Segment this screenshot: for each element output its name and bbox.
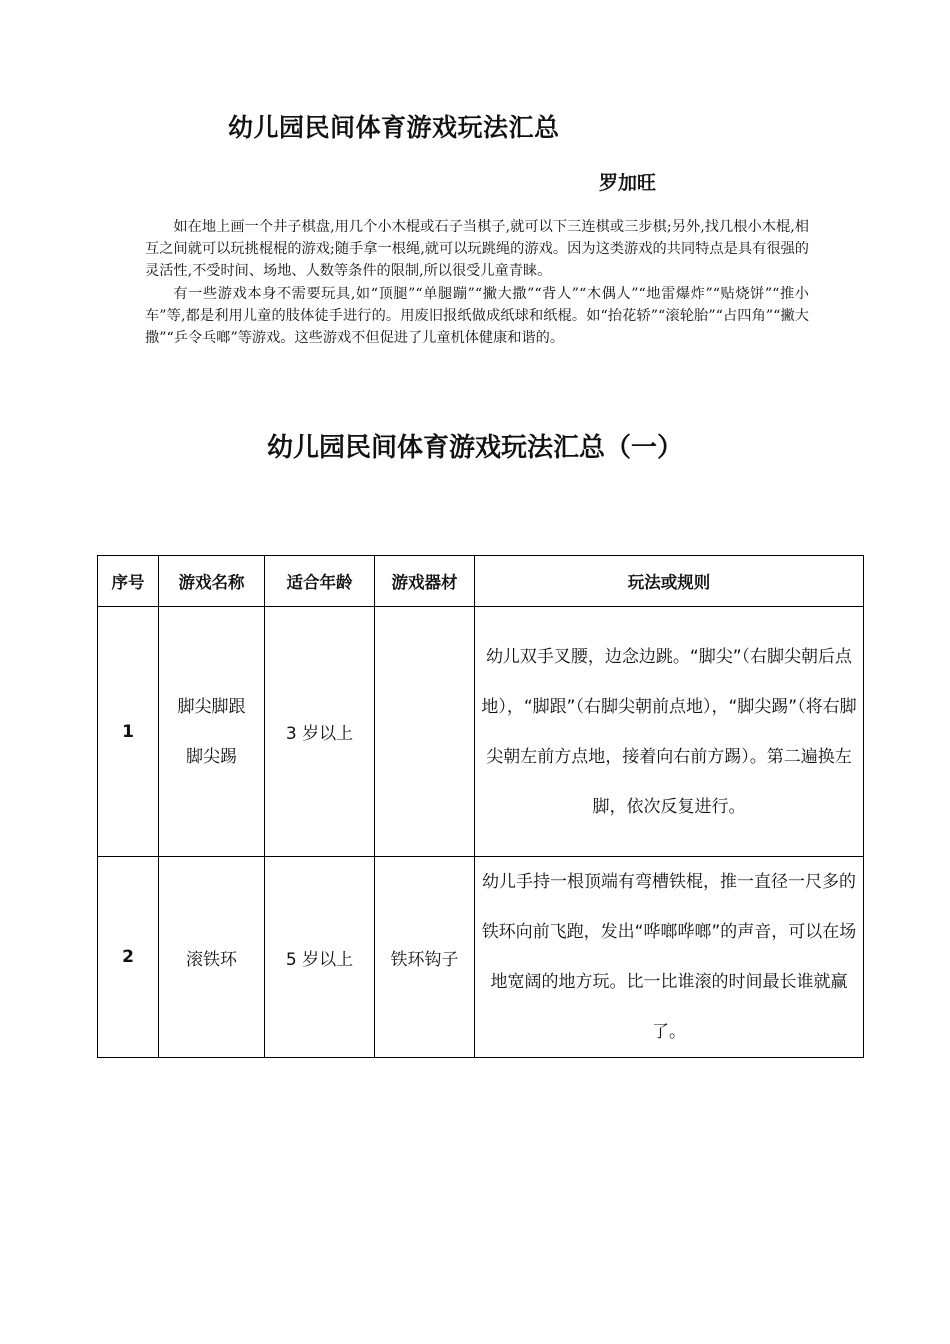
row-num: 1	[98, 607, 159, 857]
section-title: 幼儿园民间体育游戏玩法汇总（一）	[266, 433, 683, 463]
row-game-name	[159, 607, 265, 857]
header-equipment: 游戏器材	[375, 556, 475, 607]
header-num: 序号	[98, 556, 159, 607]
row-age: 3 岁以上	[265, 607, 375, 857]
games-table	[97, 555, 864, 1058]
row-equipment	[375, 607, 475, 857]
game-name-line-2: 脚尖踢	[186, 746, 237, 767]
header-name: 游戏名称	[159, 556, 265, 607]
document-title: 幼儿园民间体育游戏玩法汇总	[228, 113, 560, 142]
row-rules: 幼儿手持一根顶端有弯槽铁棍，推一直径一尺多的铁环向前飞跑，发出“哗啷哗啷”的声音，可以在场地宽阔的地方玩。比一比谁滚的时间最长谁就赢了。	[475, 857, 864, 1058]
intro-paragraph-1: 如在地上画一个井子棋盘,用几个小木棍或石子当棋子,就可以下三连棋或三步棋;另外,找几根小木棍,相互之间就可以玩挑棍棍的游戏;随手拿一根绳,就可以玩跳绳的游戏。因为这类游戏的共同特点是具有很强的灵活性,不受时间、场地、人数等条件的限制,所以很受儿童青睐。	[145, 219, 809, 280]
row-equipment: 铁环钩子	[375, 857, 475, 1058]
table-row	[98, 607, 864, 857]
author-name: 罗加旺	[599, 172, 657, 194]
intro-text	[145, 216, 809, 349]
row-rules: 幼儿双手叉腰，边念边跳。“脚尖”（右脚尖朝后点地），“脚跟”（右脚尖朝前点地），“脚尖踢”（将右脚尖朝左前方点地，接着向右前方踢）。第二遍换左脚，依次反复进行。	[475, 607, 864, 857]
row-age: 5 岁以上	[265, 857, 375, 1058]
table-header-row	[98, 556, 864, 607]
row-game-name: 滚铁环	[159, 857, 265, 1058]
intro-paragraph-2: 有一些游戏本身不需要玩具,如“顶腿”“单腿蹦”“撇大撒”“背人”“木偶人”“地雷爆炸”“贴烧饼”“推小车”等,都是利用儿童的肢体徒手进行的。用废旧报纸做成纸球和纸棍。如“抬花轿”“滚轮胎”“占四角”“撇大撒”“乒令乓啷”等游戏。这些游戏不但促进了儿童机体健康和谐的。	[145, 285, 809, 347]
table-row	[98, 857, 864, 1058]
game-name-line-1: 脚尖脚跟	[177, 696, 246, 717]
header-rules: 玩法或规则	[475, 556, 864, 607]
header-age: 适合年龄	[265, 556, 375, 607]
row-num: 2	[98, 857, 159, 1058]
